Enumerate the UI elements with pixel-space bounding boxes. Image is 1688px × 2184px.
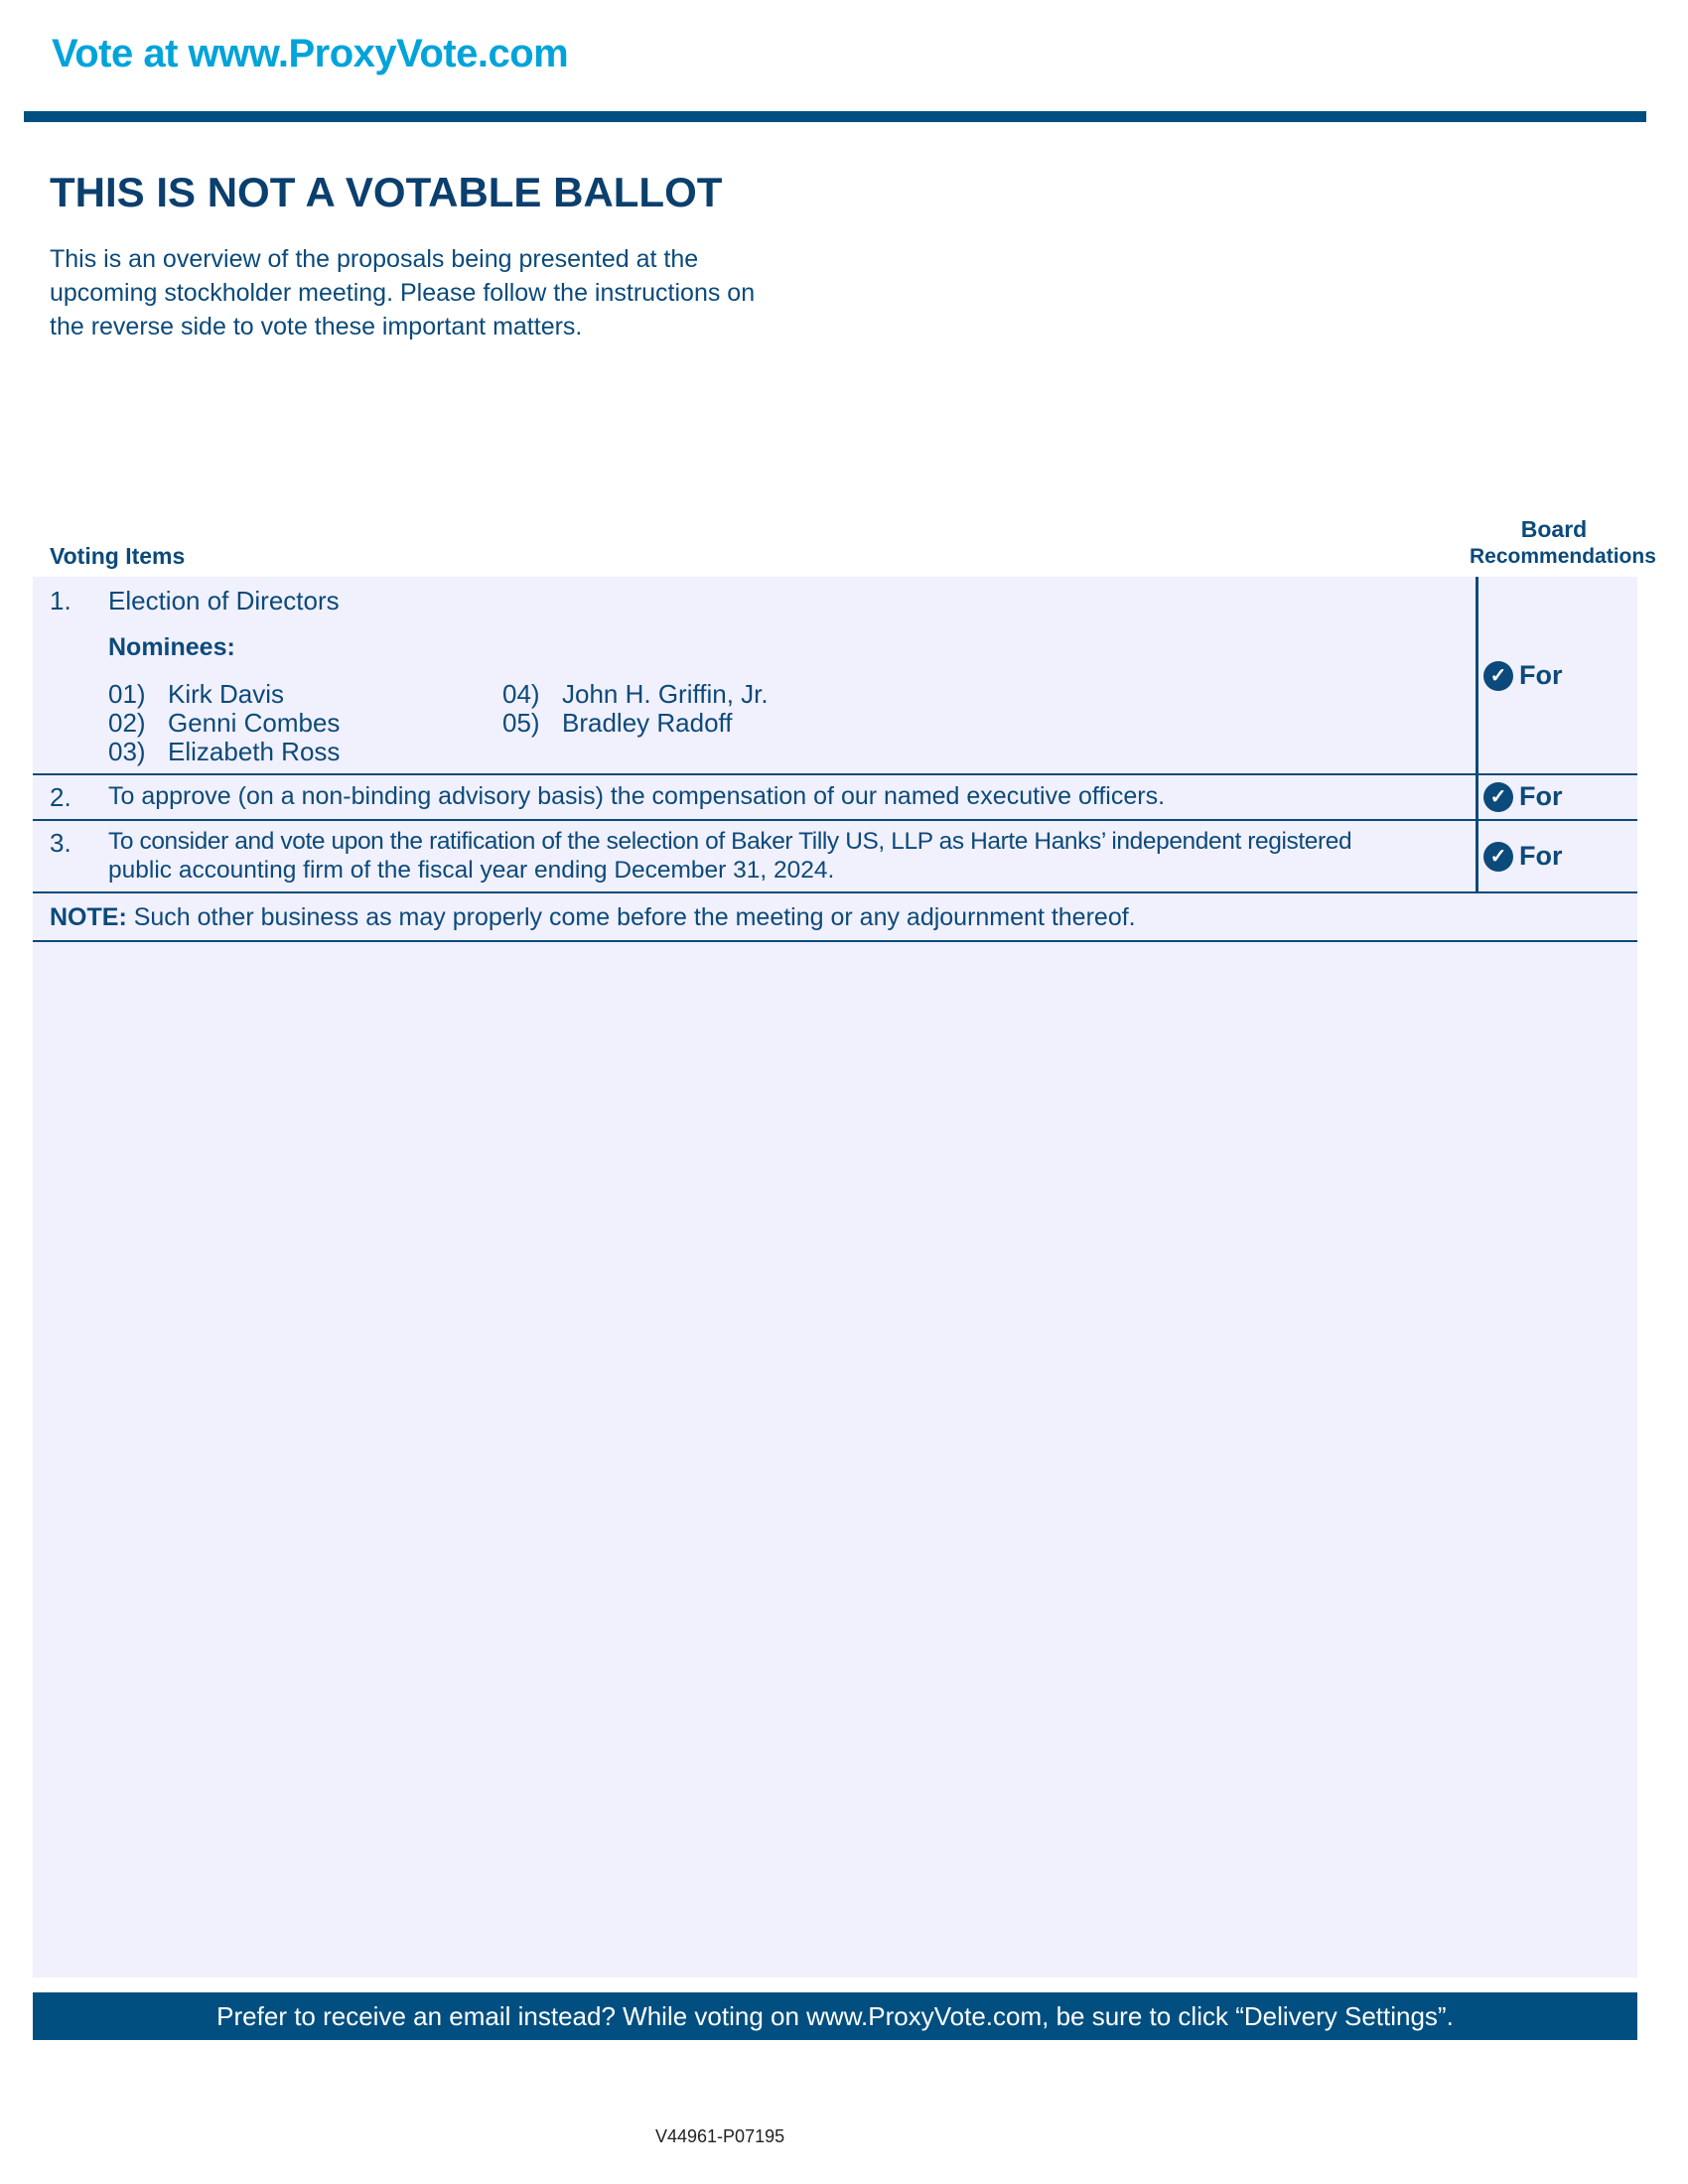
nominee-name: John H. Griffin, Jr. [562, 679, 769, 709]
item-text: public accounting firm of the fiscal year ending December 31, 2024. [108, 857, 835, 884]
check-circle-icon: ✓ [1483, 782, 1513, 812]
column-divider [1476, 577, 1478, 892]
item-text: Election of Directors [108, 586, 340, 615]
recommendation-label: For [1519, 841, 1563, 871]
intro-line: upcoming stockholder meeting. Please follow the instructions on [50, 279, 756, 307]
board-recommends-header [1470, 516, 1656, 570]
recommends-label: Recommendations [1470, 545, 1656, 568]
check-circle-icon: ✓ [1483, 842, 1513, 872]
row-divider [33, 819, 1637, 821]
row-divider [33, 773, 1637, 775]
header-divider [24, 111, 1646, 122]
nominee-number: 01) [108, 679, 146, 709]
item-number: 1. [50, 586, 71, 615]
recommendation-label: For [1519, 781, 1563, 811]
nominee-number: 05) [502, 708, 540, 738]
nominee-number: 02) [108, 708, 146, 738]
intro-line: This is an overview of the proposals being presented at the [50, 245, 699, 273]
page-title: THIS IS NOT A VOTABLE BALLOT [50, 169, 723, 215]
note [50, 903, 1136, 932]
nominees-label: Nominees: [108, 633, 235, 661]
recommendation [1483, 841, 1563, 872]
nominee-name: Kirk Davis [168, 679, 285, 709]
item-number: 3. [50, 828, 71, 858]
check-circle-icon: ✓ [1483, 661, 1513, 691]
document-code: V44961-P07195 [655, 2126, 785, 2146]
item-text: To approve (on a non-binding advisory basis) the compensation of our named executive officers. [108, 782, 1166, 810]
nominee-number: 04) [502, 679, 540, 709]
footer-text: Prefer to receive an email instead? While voting on www.ProxyVote.com, be sure to click “Delivery Settings”. [216, 2000, 1454, 2031]
intro-line: the reverse side to vote these important matters. [50, 313, 583, 341]
nominee-name: Elizabeth Ross [168, 737, 341, 766]
recommendation-label: For [1519, 660, 1563, 690]
row-divider [33, 891, 1637, 893]
item-number: 2. [50, 782, 71, 812]
nominee-number: 03) [108, 737, 146, 766]
proxyvote-link[interactable]: Vote at www.ProxyVote.com [52, 32, 569, 75]
delivery-settings-banner [33, 1992, 1637, 2040]
recommendation [1483, 660, 1563, 691]
nominee-name: Genni Combes [168, 708, 341, 738]
voting-items-header: Voting Items [50, 543, 186, 569]
board-label: Board [1520, 516, 1588, 542]
nominee-name: Bradley Radoff [562, 708, 733, 738]
row-divider [33, 940, 1637, 942]
note-text: Such other business as may properly come before the meeting or any adjournment thereof. [126, 903, 1136, 931]
item-text: To consider and vote upon the ratification of the selection of Baker Tilly US, LLP as Harte Hanks’ independent registered [108, 828, 1352, 855]
recommendation [1483, 781, 1563, 812]
note-label: NOTE: [50, 903, 127, 931]
